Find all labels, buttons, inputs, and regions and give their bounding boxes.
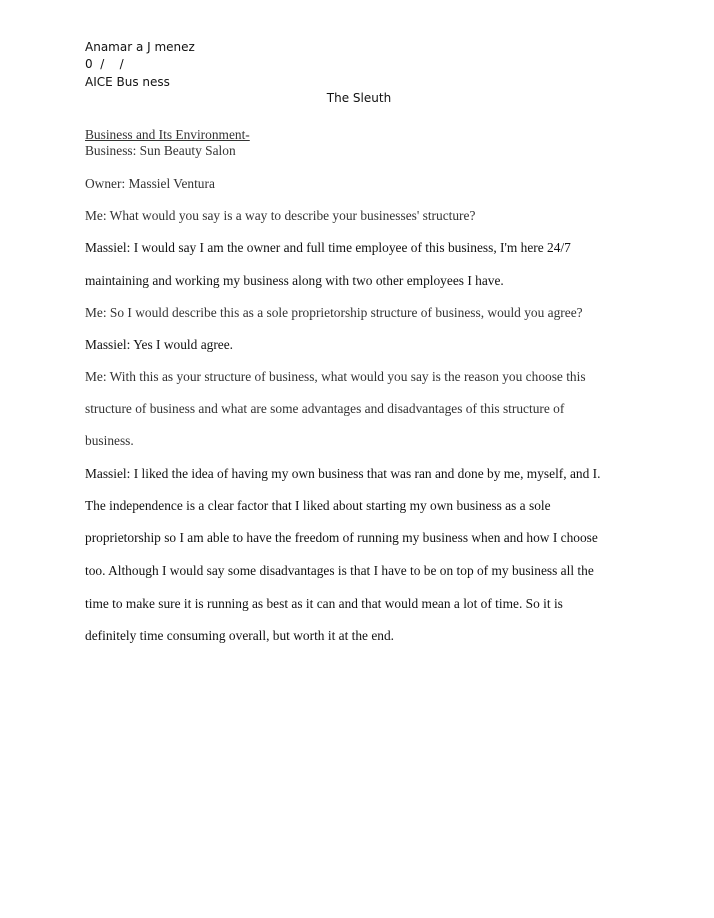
course-name: AICE Bus ness <box>85 75 170 89</box>
paragraph-line: too. Although I would say some disadvantages is that I have to be on top of my business all the <box>85 563 594 578</box>
section-heading: Business and Its Environment- <box>85 127 250 142</box>
paragraph-line: Massiel: Yes I would agree. <box>85 337 234 352</box>
paragraph-line: The independence is a clear factor that I liked about starting my own business as a sole <box>85 498 551 513</box>
paragraph-line: definitely time consuming overall, but worth it at the end. <box>85 628 395 643</box>
paragraph-line: Me: So I would describe this as a sole proprietorship structure of business, would you agree? <box>85 305 583 320</box>
paragraph-line: business. <box>85 433 134 448</box>
author-name: Anamar a J menez <box>85 40 195 54</box>
paragraph-line: maintaining and working my business along with two other employees I have. <box>85 273 504 288</box>
paragraph-line: structure of business and what are some advantages and disadvantages of this structure of <box>85 401 565 416</box>
paragraph-line: Me: What would you say is a way to describe your businesses' structure? <box>85 208 476 223</box>
owner-line: Owner: Massiel Ventura <box>85 176 215 191</box>
paragraph-line: Me: With this as your structure of business, what would you say is the reason you choose this <box>85 369 586 384</box>
paragraph-line: time to make sure it is running as best as it can and that would mean a lot of time. So it is <box>85 596 563 611</box>
date-line: 0 / / <box>85 57 124 71</box>
document-title: The Sleuth <box>326 91 392 105</box>
paragraph-line: Massiel: I would say I am the owner and full time employee of this business, I'm here 24/7 <box>85 240 571 255</box>
paragraph-line: proprietorship so I am able to have the freedom of running my business when and how I choose <box>85 530 598 545</box>
business-line: Business: Sun Beauty Salon <box>85 143 236 158</box>
paragraph-line: Massiel: I liked the idea of having my own business that was ran and done by me, myself, and I. <box>85 466 601 481</box>
